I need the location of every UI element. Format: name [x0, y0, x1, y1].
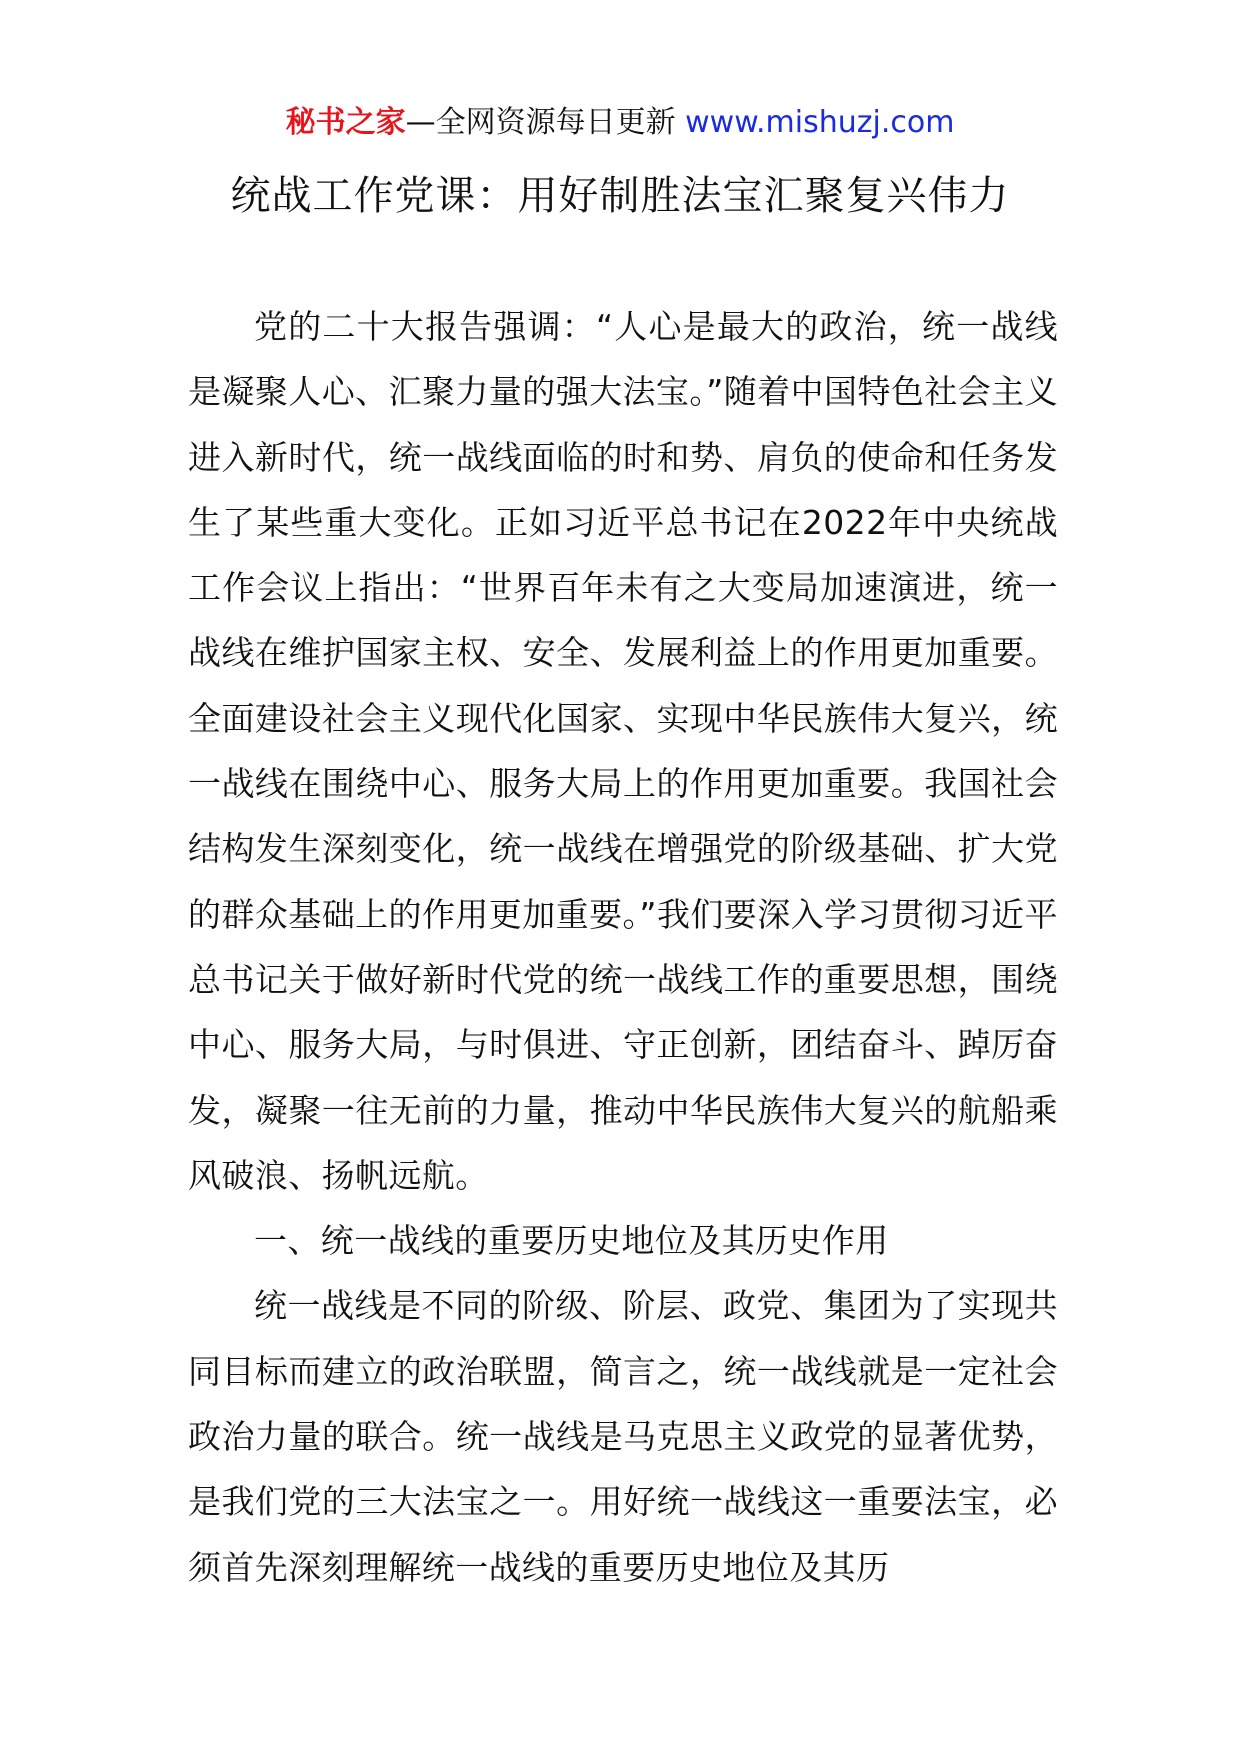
- section-heading-1: 一、统一战线的重要历史地位及其历史作用: [254, 1221, 889, 1261]
- document-title: 统战工作党课：用好制胜法宝汇聚复兴伟力: [230, 173, 1010, 219]
- document-body: [188, 294, 1058, 1600]
- site-url-link[interactable]: www.mishuzj.com: [685, 105, 955, 140]
- site-header: [0, 103, 1240, 143]
- section-paragraph: 统一战线是不同的阶级、阶层、政党、集团为了实现共同目标而建立的政治联盟，简言之，统一战线就是一定社会政治力量的联合。统一战线是马克思主义政党的显著优势，是我们党的三大法宝之一。用好统一战线这一重要法宝，必须首先深刻理解统一战线的重要历史地位及其历: [188, 1286, 1058, 1587]
- site-slogan: —全网资源每日更新: [405, 105, 686, 140]
- site-brand: 秘书之家: [285, 105, 406, 140]
- intro-paragraph: 党的二十大报告强调：“人心是最大的政治，统一战线是凝聚人心、汇聚力量的强大法宝。”随着中国特色社会主义进入新时代，统一战线面临的时和势、肩负的使命和任务发生了某些重大变化。正如习近平总书记在2022年中央统战工作会议上指出：“世界百年未有之大变局加速演进，统一战线在维护国家主权、安全、发展利益上的作用更加重要。全面建设社会主义现代化国家、实现中华民族伟大复兴，统一战线在围绕中心、服务大局上的作用更加重要。我国社会结构发生深刻变化，统一战线在增强党的阶级基础、扩大党的群众基础上的作用更加重要。”我们要深入学习贯彻习近平总书记关于做好新时代党的统一战线工作的重要思想，围绕中心、服务大局，与时俱进、守正创新，团结奋斗、踔厉奋发，凝聚一往无前的力量，推动中华民族伟大复兴的航船乘风破浪、扬帆远航。: [188, 307, 1058, 1195]
